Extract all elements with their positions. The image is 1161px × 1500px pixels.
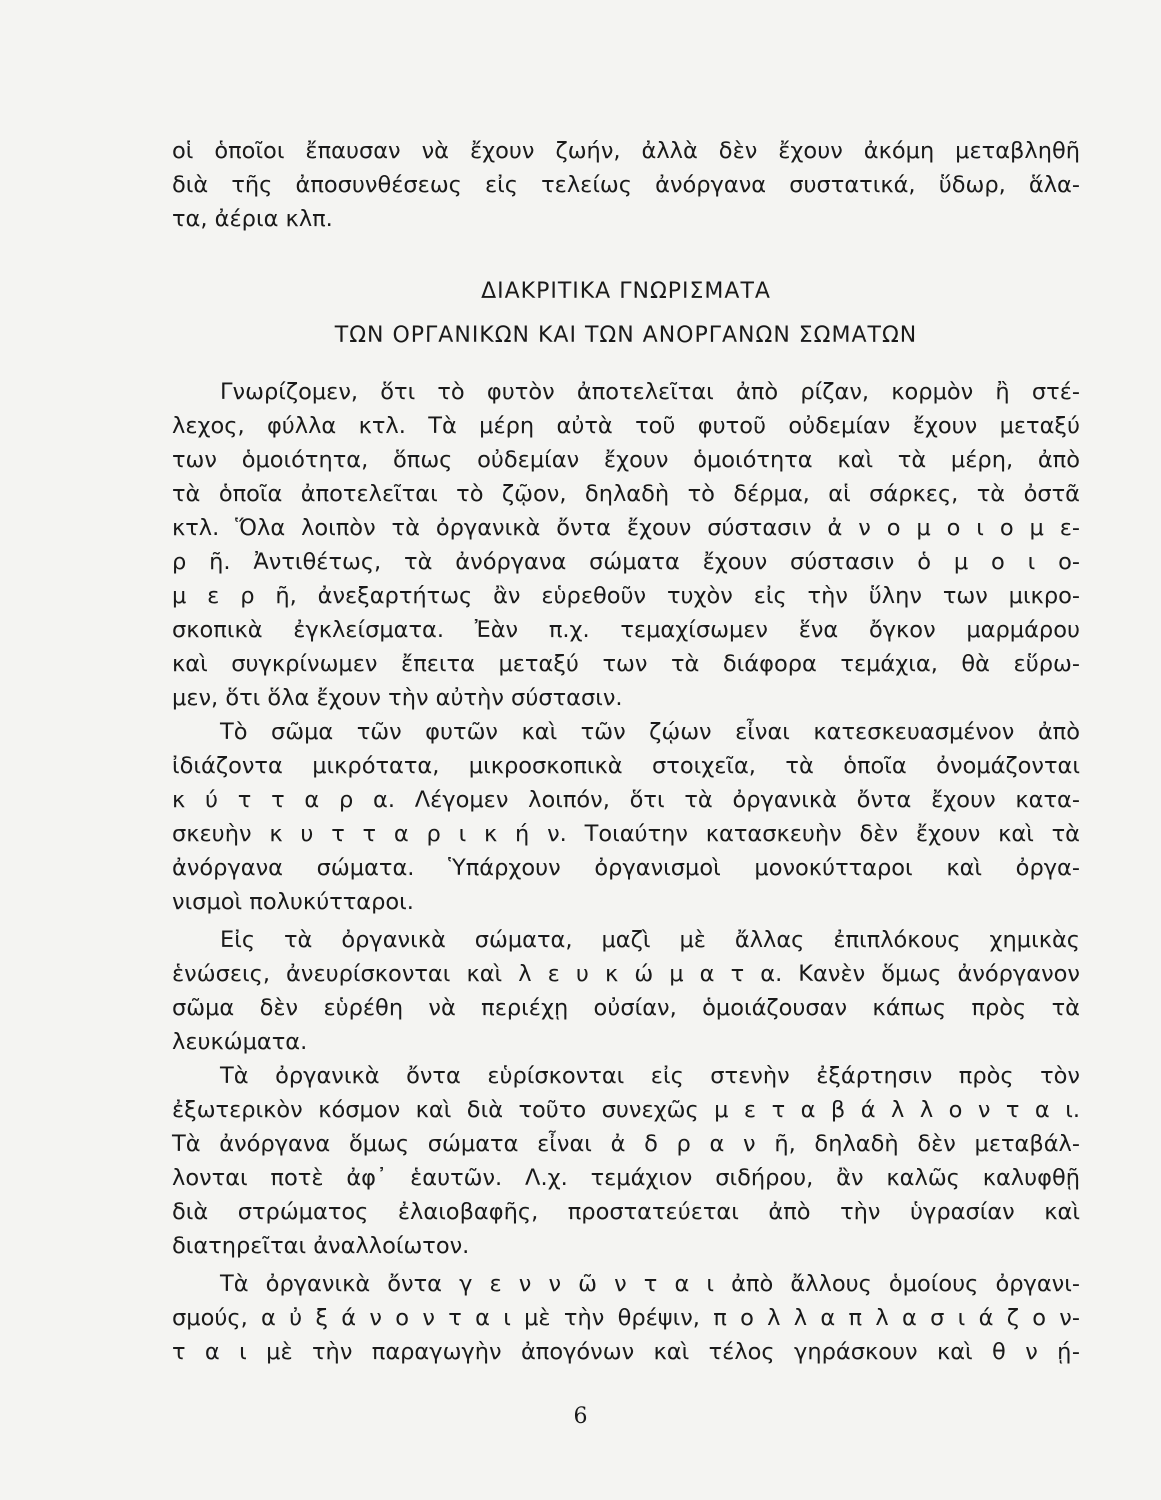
text-line: τὰ ὁποῖα ἀποτελεῖται τὸ ζῷον, δηλαδὴ τὸ δέρμα, αἱ σάρκες, τὰ ὀστᾶ	[172, 481, 1080, 507]
page-number: 6	[573, 1404, 588, 1429]
text-line: μεν, ὅτι ὅλα ἔχουν τὴν αὐτὴν σύστασιν.	[172, 685, 623, 711]
section-heading-line-1: ΔΙΑΚΡΙΤΙΚΑ ΓΝΩΡΙΣΜΑΤΑ	[481, 279, 771, 304]
text-line: ἀνόργανα σώματα. Ὑπάρχουν ὀργανισμοὶ μονοκύτταροι καὶ ὀργα-	[172, 855, 1080, 881]
text-line: κ ύ τ τ α ρ α. Λέγομεν λοιπόν, ὅτι τὰ ὀργανικὰ ὄντα ἔχουν κατα-	[172, 787, 1080, 813]
text-line: ρ ῆ. Ἀντιθέτως, τὰ ἀνόργανα σώματα ἔχουν σύστασιν ὁ μ ο ι ο-	[172, 549, 1080, 575]
text-line: σῶμα δὲν εὑρέθη νὰ περιέχῃ οὐσίαν, ὁμοιάζουσαν κάπως πρὸς τὰ	[172, 995, 1080, 1021]
text-line: ἰδιάζοντα μικρότατα, μικροσκοπικὰ στοιχεῖα, τὰ ὁποῖα ὀνομάζονται	[172, 753, 1080, 779]
text-line: μ ε ρ ῆ, ἀνεξαρτήτως ἂν εὑρεθοῦν τυχὸν εἰς τὴν ὕλην των μικρο-	[172, 583, 1080, 609]
text-line: διατηρεῖται ἀναλλοίωτον.	[172, 1233, 470, 1259]
text-line: τα, ἀέρια κλπ.	[172, 206, 333, 232]
text-line: καὶ συγκρίνωμεν ἔπειτα μεταξύ των τὰ διάφορα τεμάχια, θὰ εὕρω-	[172, 651, 1080, 677]
text-line: Τὰ ὀργανικὰ ὄντα γ ε ν ν ῶ ν τ α ι ἀπὸ ἄλλους ὁμοίους ὀργανι-	[220, 1271, 1080, 1297]
text-line: διὰ τῆς ἀποσυνθέσεως εἰς τελείως ἀνόργανα συστατικά, ὕδωρ, ἅλα-	[172, 172, 1080, 198]
text-line: Γνωρίζομεν, ὅτι τὸ φυτὸν ἀποτελεῖται ἀπὸ ρίζαν, κορμὸν ἢ στέ-	[220, 379, 1080, 405]
text-line: σκευὴν κ υ τ τ α ρ ι κ ή ν. Τοιαύτην κατασκευὴν δὲν ἔχουν καὶ τὰ	[172, 821, 1080, 847]
text-line: των ὁμοιότητα, ὅπως οὐδεμίαν ἔχουν ὁμοιότητα καὶ τὰ μέρη, ἀπὸ	[172, 447, 1080, 473]
text-line: ἐξωτερικὸν κόσμον καὶ διὰ τοῦτο συνεχῶς μ ε τ α β ά λ λ ο ν τ α ι.	[172, 1097, 1080, 1123]
text-line: νισμοὶ πολυκύτταροι.	[172, 889, 414, 915]
text-line: λεχος, φύλλα κτλ. Τὰ μέρη αὐτὰ τοῦ φυτοῦ οὐδεμίαν ἔχουν μεταξύ	[172, 413, 1080, 439]
text-line: σμούς, α ὐ ξ ά ν ο ν τ α ι μὲ τὴν θρέψιν, π ο λ λ α π λ α σ ι ά ζ ο ν-	[172, 1305, 1080, 1331]
text-line: σκοπικὰ ἐγκλείσματα. Ἐὰν π.χ. τεμαχίσωμεν ἕνα ὄγκον μαρμάρου	[172, 617, 1080, 643]
text-line: Τὰ ὀργανικὰ ὄντα εὑρίσκονται εἰς στενὴν ἐξάρτησιν πρὸς τὸν	[220, 1063, 1080, 1089]
text-line: κτλ. Ὅλα λοιπὸν τὰ ὀργανικὰ ὄντα ἔχουν σύστασιν ἀ ν ο μ ο ι ο μ ε-	[172, 515, 1080, 541]
text-line: Εἰς τὰ ὀργανικὰ σώματα, μαζὶ μὲ ἄλλας ἐπιπλόκους χημικὰς	[220, 927, 1080, 953]
text-line: Τὰ ἀνόργανα ὅμως σώματα εἶναι ἀ δ ρ α ν ῆ, δηλαδὴ δὲν μεταβάλ-	[172, 1131, 1080, 1157]
text-line: Τὸ σῶμα τῶν φυτῶν καὶ τῶν ζῴων εἶναι κατεσκευασμένον ἀπὸ	[220, 719, 1080, 745]
text-line: λευκώματα.	[172, 1029, 308, 1055]
text-line: οἱ ὁποῖοι ἔπαυσαν νὰ ἔχουν ζωήν, ἀλλὰ δὲν ἔχουν ἀκόμη μεταβληθῆ	[172, 138, 1080, 164]
section-heading-line-2: ΤΩΝ ΟΡΓΑΝΙΚΩΝ ΚΑΙ ΤΩΝ ΑΝΟΡΓΑΝΩΝ ΣΩΜΑΤΩΝ	[334, 323, 918, 348]
text-line: διὰ στρώματος ἐλαιοβαφῆς, προστατεύεται ἀπὸ τὴν ὑγρασίαν καὶ	[172, 1199, 1080, 1225]
text-line: ἑνώσεις, ἀνευρίσκονται καὶ λ ε υ κ ώ μ α τ α. Κανὲν ὅμως ἀνόργανον	[172, 961, 1080, 987]
text-line: τ α ι μὲ τὴν παραγωγὴν ἀπογόνων καὶ τέλος γηράσκουν καὶ θ ν ῄ-	[172, 1339, 1080, 1365]
text-line: λονται ποτὲ ἀφ᾽ ἑαυτῶν. Λ.χ. τεμάχιον σιδήρου, ἂν καλῶς καλυφθῇ	[172, 1165, 1080, 1191]
